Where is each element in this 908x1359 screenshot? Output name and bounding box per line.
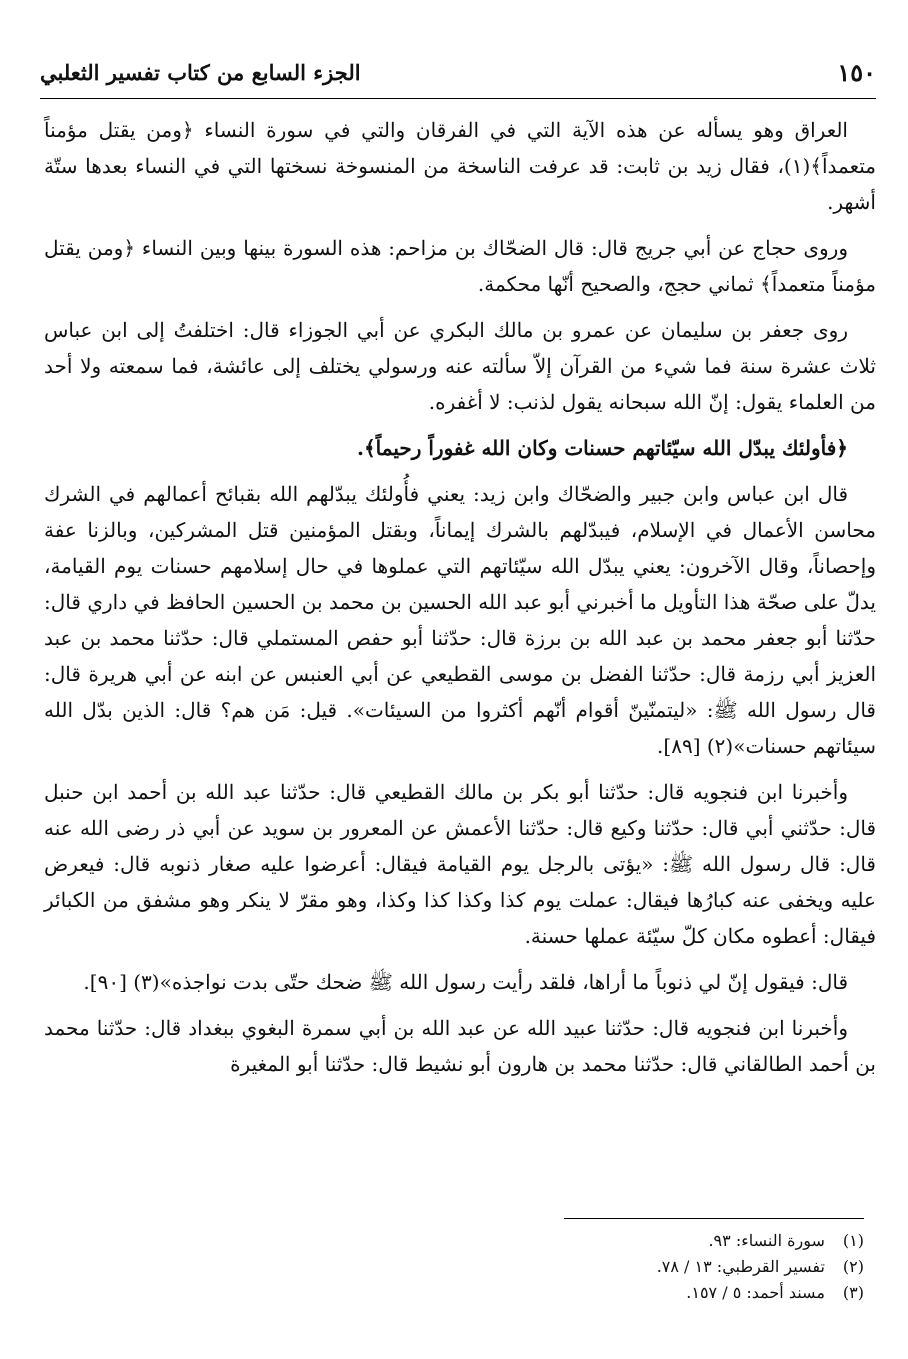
paragraph: قال ابن عباس وابن جبير والضحّاك وابن زيد: يعني فأُولئك يبدّلهم الله بقبائح أعمالهم في الشرك محاسن الأعمال في الإسلام، فيبدّلهم بالشرك إيماناً، وبقتل المؤمنين قتل المشركين، وبالزنا عفة وإحصاناً، وقال الآخرون: يعني يبدّل الله سيّئاتهم التي عملوها في حال إسلامهم حسنات يوم القيامة، يدلّ على صحّة هذا التأويل ما أخبرني أبو عبد الله الحسين بن محمد بن الحسين الحافظ في داري قال: حدّثنا أبو جعفر محمد بن عبد الله بن برزة قال: حدّثنا أبو حفص المستملي قال: حدّثنا محمد بن عبد العزيز أبي رزمة قال: حدّثنا الفضل بن موسى القطيعي عن أبي العنبس عن ابنه عن أبي هريرة قال: قال رسول الله ﷺ: «ليتمنّينّ أقوام أنّهم أكثروا من السيئات». قيل: مَن هم؟ قال: الذين بدّل الله سيئاتهم حسنات»(٢) [٨٩]. (44, 482, 876, 758)
page-number: ١٥٠ (837, 58, 876, 87)
footnote (364, 1280, 864, 1306)
paragraph: قال: فيقول إنّ لي ذنوباً ما أراها، فلقد رأيت رسول الله ﷺ ضحك حتّى بدت نواجذه»(٣) [٩٠]. (83, 970, 848, 994)
paragraph: العراق وهو يسأله عن هذه الآية التي في الفرقان والتي في سورة النساء ﴿ومن يقتل مؤمناً متعمداً﴾(١)، فقال زيد بن ثابت: قد عرفت الناسخة من المنسوخة نسختها التي في النساء بعدها ستّة أشهر. (44, 118, 876, 214)
paragraph: وأخبرنا ابن فنجويه قال: حدّثنا عبيد الله عن عبد الله بن أبي سمرة البغوي ببغداد قال: حدّثنا محمد بن أحمد الطالقاني قال: حدّثنا محمد بن هارون أبو نشيط قال: حدّثنا أبو المغيرة (44, 1016, 876, 1076)
footnote-number: (٢) (842, 1257, 864, 1276)
paragraph: وأخبرنا ابن فنجويه قال: حدّثنا أبو بكر بن مالك القطيعي قال: حدّثنا عبد الله بن أحمد ابن حنبل قال: حدّثني أبي قال: حدّثنا وكيع قال: حدّثنا الأعمش عن المعرور بن سويد عن أبي ذر رضى الله عنه قال: قال رسول الله ﷺ: «يؤتى بالرجل يوم القيامة فيقال: أعرضوا عليه صغار ذنوبه قال: فيعرض عليه ويخفى عنه كبارُها فيقال: عملت يوم كذا وكذا كذا وكذا، وهو مقرّ لا ينكر وهو مشفق من الكبائر فيقال: أعطوه مكان كلّ سيّئة عملها حسنة. (44, 780, 876, 948)
quran-verse-heading: ﴿فأولئك يبدّل الله سيّئاتهم حسنات وكان الله غفوراً رحيماً﴾. (357, 436, 848, 460)
footnote-text: تفسير القرطبي: ١٣ / ٧٨. (656, 1257, 825, 1276)
footnote (364, 1254, 864, 1280)
footnote (364, 1228, 864, 1254)
footnote-text: سورة النساء: ٩٣. (708, 1231, 825, 1250)
paragraph: وروى حجاج عن أبي جريج قال: قال الضحّاك بن مزاحم: هذه السورة بينها وبين النساء ﴿ومن يقتل مؤمناً متعمداً﴾ ثماني حجج، والصحيح أنّها محكمة. (44, 236, 876, 296)
running-title: الجزء السابع من كتاب تفسير الثعلبي (40, 60, 361, 85)
footnote-number: (٣) (842, 1283, 864, 1302)
footnotes (364, 1228, 864, 1306)
footnote-text: مسند أحمد: ٥ / ١٥٧. (686, 1283, 825, 1302)
paragraph: روى جعفر بن سليمان عن عمرو بن مالك البكري عن أبي الجوزاء قال: اختلفتُ إلى ابن عباس ثلاث عشرة سنة فما شيء من القرآن إلاّ سألته عنه ورسولي يختلف إلى عائشة، فما سمعته ولا أحد من العلماء يقول: إنّ الله سبحانه يقول لذنب: لا أغفره. (44, 318, 876, 414)
header-divider (40, 98, 876, 99)
footnote-divider (564, 1218, 864, 1219)
main-text (44, 112, 876, 1092)
footnote-number: (١) (842, 1231, 864, 1250)
page-header (40, 56, 876, 96)
